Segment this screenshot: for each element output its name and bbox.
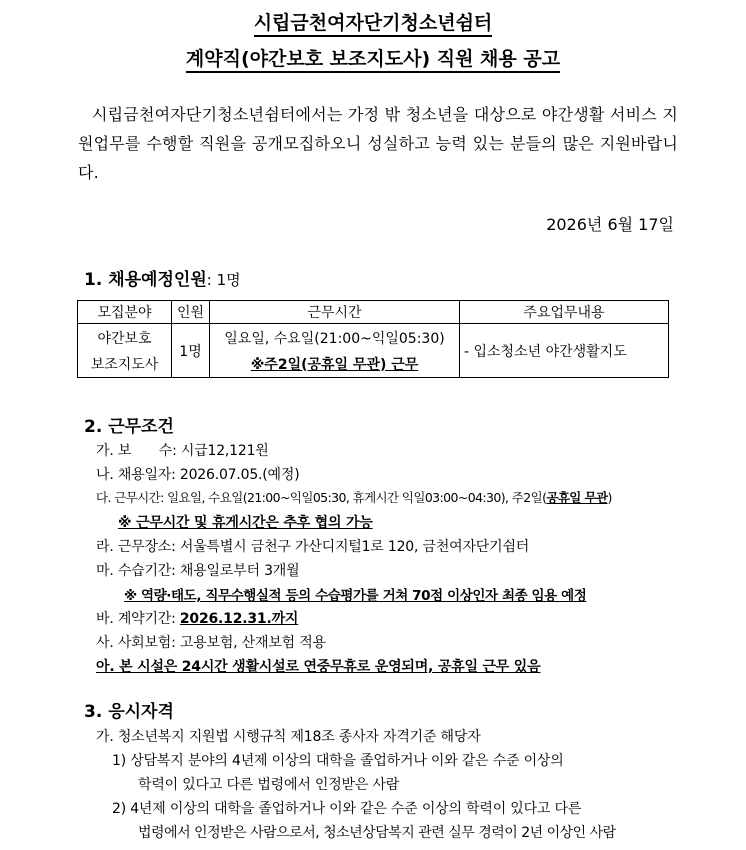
hours-line: 일요일, 수요일(21:00~익일05:30): [224, 330, 445, 347]
recruitment-table: [77, 300, 669, 378]
field-cell: [78, 324, 172, 378]
condition-start: 나. 채용일자: 2026.07.05.(예정): [96, 467, 300, 483]
qualification-1-cont: 학력이 있다고 다른 법령에서 인정받은 사람: [138, 777, 400, 793]
qualification-2-cont: 법령에서 인정받은 사람으로서, 청소년상담복지 관련 실무 경력이 2년 이상인 사람: [138, 825, 616, 841]
title-line-1: 시립금천여자단기청소년쉼터: [0, 8, 746, 35]
field-line: 보조지도사: [90, 356, 159, 373]
table-header: 근무시간: [210, 301, 460, 324]
title-line-2: 계약직(야간보호 보조지도사) 직원 채용 공고: [0, 44, 746, 71]
qualification-2: 2) 4년제 이상의 대학을 졸업하거나 이와 같은 수준 이상의 학력이 있다고 다른: [112, 801, 582, 817]
count-cell: 1명: [172, 324, 210, 378]
condition-hours: 다. 근무시간: 일요일, 수요일(21:00~익일05:30, 휴게시간 익일03:00~04:30), 주2일(공휴일 무관): [96, 490, 612, 505]
field-line: 야간보호: [97, 330, 152, 347]
announcement-date: 2026년 6월 17일: [546, 215, 674, 234]
intro-paragraph: 시립금천여자단기청소년쉼터에서는 가정 밖 청소년을 대상으로 야간생활 서비스 지원업무를 수행할 직원을 공개모집하오니 성실하고 능력 있는 분들의 많은 지원바랍니다.: [78, 105, 678, 182]
condition-place: 라. 근무장소: 서울특별시 금천구 가산디지털1로 120, 금천여자단기쉼터: [96, 539, 530, 555]
qualification-a: 가. 청소년복지 지원법 시행규칙 제18조 종사자 자격기준 해당자: [96, 729, 481, 745]
table-header-row: [78, 301, 669, 324]
qualification-1: 1) 상담복지 분야의 4년제 이상의 대학을 졸업하거나 이와 같은 수준 이상의: [112, 753, 564, 769]
section-2-heading: 2. 근무조건: [84, 417, 174, 437]
condition-insurance: 사. 사회보험: 고용보험, 산재보험 적용: [96, 635, 326, 651]
condition-probation: 마. 수습기간: 채용일로부터 3개월: [96, 563, 300, 579]
duty-cell: - 입소청소년 야간생활지도: [460, 324, 669, 378]
probation-note: ※ 역량·태도, 직무수행실적 등의 수습평가를 거쳐 70점 이상인자 최종 임용 예정: [124, 588, 587, 604]
condition-pay: 가. 보 수: 시급12,121원: [96, 443, 269, 459]
hours-note: ※ 근무시간 및 휴게시간은 추후 협의 가능: [118, 515, 373, 531]
section-3-heading: 3. 응시자격: [84, 702, 174, 722]
hours-cell: [210, 324, 460, 378]
condition-contract: 바. 계약기간: 2026.12.31.까지: [96, 611, 299, 627]
hours-note: ※주2일(공휴일 무관) 근무: [250, 356, 419, 373]
table-header: 주요업무내용: [460, 301, 669, 324]
table-header: 모집분야: [78, 301, 172, 324]
condition-notice: 아. 본 시설은 24시간 생활시설로 연중무휴로 운영되며, 공휴일 근무 있음: [96, 659, 541, 675]
table-row: [78, 324, 669, 378]
section-1-heading: 1. 채용예정인원: 1명: [84, 270, 241, 290]
table-header: 인원: [172, 301, 210, 324]
